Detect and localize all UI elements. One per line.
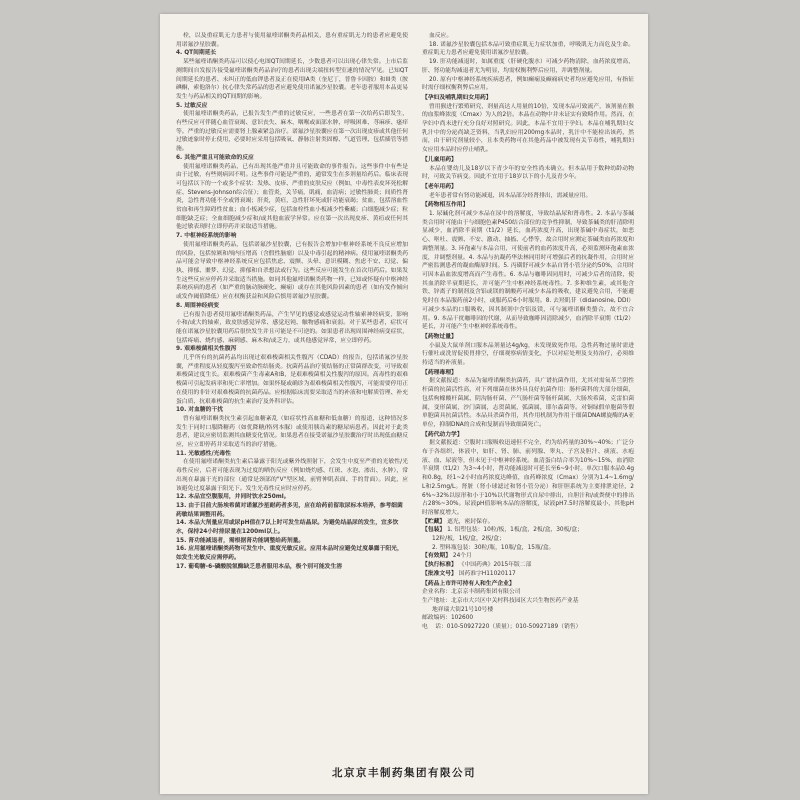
section-heading: 14. 本品大剂量应用或尿pH值在7以上时可发生结晶尿。为避免结晶尿的发生，宜多饮水，保持24小时排尿量在1200ml以上。 — [176, 520, 399, 536]
interaction-text: 1. 尿碱化剂可减少本品在尿中的溶解度，导致结晶尿和肾毒性。2. 本品与茶碱类合用时可能由于与细胞色素P450结合部位的竞争性抑制，导致茶碱类的肝清除明显减少，血消除半衰期（t1/2）延长，血药浓度升高，出现茶碱中毒症状，如恶心、呕吐、震颤、不安、激动、抽搐、心悸等，故合用时应测定茶碱类血药浓度和调整剂量。3. 环孢素与本品合用，可使前者的血药浓度升高，必须监测环孢素血浓度，并调整剂量。4. 本品与抗凝药华法林同用时可增强后者的抗凝作用，合用时应严密监测患者的凝血酶原时间。5. 丙磺舒可减少本品自肾小管分泌约50%，合用时可因本品血浓度增高而产生毒性。6. 本品与咖啡因同用时，可减少后者的清除，使其血消除半衰期延长，并可能产生中枢神经系统毒性。7. 多种维生素，或其他含铁、锌离子的制剂及含铝或镁的制酸药可减少本品的吸收，建议避免合用，不能避免时在本品服药前2小时，或服药后6小时服用。8. 去羟肌苷（didanosine, DDI）可减少本品的口服吸收，因其制剂中含铝及镁，可与氟喹诺酮类螯合，故不宜合用。9. 本品干扰咖啡因的代谢，从而导致咖啡因清除减少，血消除半衰期（t1/2）延长，并可能产生中枢神经系统毒性。 — [422, 211, 634, 331]
manufacturer-footer: 北京京丰制药集团有限公司 — [332, 767, 476, 779]
package-line-3: 2. 塑料瓶包装：30粒/瓶，10瓶/盒，15瓶/盒。 — [432, 544, 555, 551]
section-text: 几乎所有的抗菌药品均出现过艰难梭菌相关性腹泻（CDAD）的报告，包括诺氟沙星胶囊，严重程度从轻度腹泻至致命性结肠炎。抗菌药品治疗使结肠的正常菌群改变，可导致艰难梭菌过度生长。艰难梭菌产生毒素A和B，是艰难梭菌相关性腹泻的原因。高毒性的艰难梭菌可引起发病率和死亡率增加。如果怀疑或确诊为艰难梭菌相关性腹泻，可能需要停用正在使用的非针对艰难梭菌的抗菌药品。应根据临床需要采取适当的补液和电解质管理、补充蛋白质、抗艰难梭菌的抗生素治疗及外科评估。 — [176, 355, 408, 405]
section-heading: 8. 周围神经病变 — [176, 302, 220, 309]
overdose-text: 小鼠及大鼠单剂口服本品剂量达4g/kg，未发现致死作用。急性药物过量时需进行催吐或洗胃促使胃排空，仔细观察病情变化，予以对症处理及支持治疗，必须维持适当的补液量。 — [422, 342, 634, 367]
elderly-heading: 【 老年用药 】 — [422, 183, 634, 192]
section-heading: 9. 艰难梭菌相关性腹泻 — [176, 346, 237, 353]
pregnancy-text: 曾用猴进行繁殖研究，剂量高达人用量的10倍，发现本品可致流产，该剂量在猴的血浆峰浓度（Cmax）为人的2倍。本品在动物中并未证实有致畸作用。然而，在孕妇中尚未进行充分良好对照研究。因此，本品不宜用于孕妇。本品在哺乳期妇女乳汁中的分泌尚缺乏资料，当乳妇应用200mg本品时，乳汁中不能检出该药，然而，由于研究剂量较小，且本类药物可在其他药品中被发现有关节毒性，哺乳期妇女应用本品时应停止哺乳。 — [422, 103, 634, 154]
section-text: 使用氟喹诺酮类药品，已报告发生严重的过敏反应，一些患者在第一次给药后即发生，有些反应可伴随心血管衰竭、意识丧失、麻木、咽喉或面部水肿、呼吸困难、荨麻疹、瘙痒等。严重的过敏反应需要肾上腺素紧急治疗。诺氟沙星胶囊应在第一次出现皮疹或其他任何过敏迹象时停止使用，必要时应采用包括吸氧、静脉注射类固醇、气道管理、包括插管等措施。 — [176, 111, 408, 153]
section-text: 某些氟喹诺酮类药品可以使心电图QT间期延长，少数患者可以出现心律失常。上市后监测期间自发报告接受氟喹诺酮类药品治疗的患者出现尖端扭转型室速的情况罕见。已知QT间期延长的患者、未纠正的低血钾患者及正在使用IA类（奎尼丁，普鲁卡因胺）和III类（胺碘酮，索他洛尔）抗心律失常药品的患者应避免使用诺氟沙星胶囊。老年患者服用本品更易发生与药品相关的QT间期的影响。 — [176, 59, 408, 100]
storage-heading: 【 贮藏 】 — [422, 519, 445, 525]
right-column — [422, 32, 634, 752]
pharmacology-heading: 【 药理毒理 】 — [422, 369, 634, 378]
package-row — [422, 526, 634, 535]
precaution-items — [422, 41, 634, 93]
company-line: 企业名称：北京京丰制药集团有限公司 — [422, 589, 521, 596]
storage-row — [422, 518, 634, 527]
section-text: 使用氟喹诺酮类药品，已有出现其他严重并且可能致命的事件报告。这些事件中有些是由于过敏，有些则病因不明。这些事件可能是严重的，通常发生在多剂量给药后。临床表现可包括以下的一个或多个症状：发热、皮疹、严重的皮肤反应（例如，中毒性表皮坏死松解症、Stevens-Johnson综合征）；血管炎，关节痛，肌痛，血清病；过敏性肺炎；间质性肾炎，急性肾功能不全或肾衰竭；肝炎，黄疸，急性肝坏死或肝功能衰竭；贫血，包括溶血性贫血和再生障碍性贫血；血小板减少症，包括血栓性血小板减少性紫癜；白细胞减少症；粒细胞缺乏症；全血细胞减少症和/或其他血液学异常。应在第一次出现皮疹、黄疸或任何其他过敏表现时立即停药并采取适当措施。 — [176, 163, 408, 231]
elderly-text: 老年患者常有肾功能减退，因本品部分经肾排出，需减量应用。 — [428, 192, 592, 199]
section-text: 在使用氟喹诺酮类抗生素后暴露于阳光或紫外线照射下，会发生中度至严重的光敏性/光毒性反应，后者可能表现为过度的晒伤反应（例如烧灼感、红斑、水泡、渗出、水肿），常出现在暴露于光的部位（通常是颈部的"V"型区域、前臂伸肌表面、手的背面）。因此，应该避免过度暴露于阳光下。发生光毒性反应时应停药。 — [176, 459, 408, 492]
section-heading: 13. 由于目前大肠埃希菌对诺氟沙星耐药者多见，应在给药前留取尿标本培养，参考细菌药敏结果调整用药。 — [176, 502, 403, 518]
company-line: 生产地址：北京市大兴区中关村科技园区大兴生物医药产业基 — [422, 598, 579, 604]
approval-row — [422, 570, 634, 579]
standard-heading: 【 执行标准 】 — [422, 562, 457, 568]
package-insert-sheet — [160, 14, 648, 794]
company-line: 地祥瑞大街21号10号楼 — [432, 606, 494, 613]
validity-row — [422, 552, 634, 561]
precaution-item: 20. 原有中枢神经系统疾病患者，例如癫痫及癫痫病史者均应避免应用，有指征时需仔细权衡利弊后应用。 — [422, 76, 634, 92]
section-heading: 17. 葡萄糖-6-磷酸脱氢酶缺乏患者服用本品，极个别可能发生溶 — [176, 563, 343, 570]
precaution-item: 18. 诺氟沙星胶囊包括本品可致重症肌无力症状加重，呼吸肌无力而危及生命。重症肌无力患者应避免使用诺氟沙星胶囊。 — [422, 41, 634, 57]
section-heading: 11. 光敏感性/光毒性 — [176, 450, 231, 457]
section-heading: 7. 中枢神经系统的影响 — [176, 233, 237, 240]
section-text: 曾有氟喹诺酮类抗生素引起血糖紊乱（如症状性高血糖和低血糖）的报道，这种情况多发生于同时口服降糖药（如优降糖/格列本脲）或使用胰岛素的糖尿病患者。因此对于此类患者，建议应密切监测其血糖变化情况。如果患者在接受诺氟沙星胶囊治疗时出现低血糖反应，应立即停药并采取适当的治疗措施。 — [176, 415, 408, 449]
section-heading: 15. 肾功能减退者，需根据肾功能调整给药剂量。 — [176, 537, 305, 544]
approval-heading: 【 批准文号 】 — [422, 571, 457, 577]
left-sections — [176, 49, 408, 571]
pharmacokinetics-heading: 【 药代动力学 】 — [422, 431, 634, 440]
mah-heading: 【 药品上市许可持有人和生产企业 】 — [422, 580, 634, 589]
company-line: 邮政编码：102600 — [422, 615, 474, 622]
section-heading: 12. 本品宜空腹服用，并同时饮水250ml。 — [176, 494, 290, 501]
precaution-item: 19. 肝功能减退时，如属重度（肝硬化腹水）可减少药物清除，血药浓度增高，肝、肾功能均减退者尤为明显，均需权衡利弊后应用，并调整剂量。 — [422, 59, 634, 74]
approval-text: 国药准字H11020117 — [458, 570, 516, 577]
right-intro: 血反应。 — [428, 33, 453, 39]
validity-text: 24个月 — [452, 553, 472, 560]
section-heading: 4. QT间期延长 — [176, 50, 217, 57]
section-heading: 10. 对血糖的干扰 — [176, 407, 224, 414]
storage-text: 遮光，密封保存。 — [447, 518, 494, 525]
children-heading: 【 儿童用药 】 — [422, 156, 634, 165]
section-heading: 16. 应用氟喹诺酮类药物可发生中、重度光敏反应。应用本品时应避免过度暴露于阳光，如发生光敏反应需停药。 — [176, 546, 403, 562]
section-text: 已有报告患者使用氟喹诺酮类药品，产生罕见的感觉或感觉运动性轴索神经病变，影响小和/或大的轴索，致皮肤感觉异常、感觉迟钝、触物感痛和衰弱。对于某些患者，症状可能在诺氟沙星胶囊用药后很快发生并且可能是不可逆的。如果患者出现周围神经病变症状，包括疼痛、烧灼感、麻刺感、麻木和/或乏力，或其他感觉异常，应立即停药。 — [176, 311, 408, 344]
overdose-heading: 【 药物过量 】 — [422, 333, 634, 342]
company-line: 电 话：010-50927220（质量）；010-50927189（销售） — [422, 624, 582, 631]
children-text: 本品在婴幼儿及18岁以下青少年的安全性尚未确立。但本品用于数种幼龄动物时，可致关节病变。因此不宜用于18岁以下的小儿及青少年。 — [422, 165, 634, 181]
pharmacology-text: 据文献报道：本品为氟喹诺酮类抗菌药，具广谱抗菌作用，尤其对需氧革兰阴性杆菌的抗菌活性高，对下列细菌在体外具良好抗菌作用：肠杆菌科的大部分细菌，包括枸橼酸杆菌属、阴沟肠杆菌、产气肠杆菌等肠杆菌属，大肠埃希菌，克雷伯菌属，变形菌属，沙门菌属，志贺菌属，弧菌属，耶尔森菌等。对铜绿假单胞菌等假单胞菌具抗菌活性。本品具杀菌作用，其作用机制为作用于细菌DNA螺旋酶的A亚单位，抑制DNA的合成和复制而导致细菌死亡。 — [422, 378, 634, 428]
section-text: 使用氟喹诺酮类药品，包括诺氟沙星胶囊，已有报告会增加中枢神经系统不良反应增加的风险，包括惊厥和颅内压增高（含假性脑瘤）以及中毒引起的精神病。使用氟喹诺酮类药品可能会导致中枢神经系统反应包括焦虑、震颤、头晕、意识模糊、焦虑不安、幻觉、偏执、抑郁、噩梦、幻觉、抑郁和自杀想法或行为。这些反应可能发生在首次用药后。如果发生这些反应应停药并采取适当措施。如同其他氟喹诺酮类药物一样，已知或怀疑有中枢神经系统疾病的患者（如严重的脑动脉硬化、癫痫）或存在其他风险因素的患者（如有发作倾向或发作阈值降低）应在权衡获益和风险后慎用诺氟沙星胶囊。 — [176, 241, 408, 301]
section-heading: 5. 过敏反应 — [176, 102, 208, 109]
pregnancy-heading: 【 孕妇及哺乳期妇女用药 】 — [422, 94, 634, 103]
package-line-1: 1. 铝塑包装：10粒/板，1板/盒，2板/盒，30板/盒； — [447, 527, 583, 534]
left-intro: 栓，以及重症肌无力患者与使用氟喹诺酮类药品相关，患有重症肌无力的患者应避免使用诺氟沙星胶囊。 — [176, 33, 408, 48]
left-column — [176, 32, 408, 762]
package-heading: 【 包装 】 — [422, 527, 445, 533]
standard-row — [422, 561, 634, 570]
section-heading: 6. 其他严重且可能致命的反应 — [176, 154, 254, 161]
package-line-2: 12粒/板，1板/盒，2板/盒； — [432, 536, 505, 543]
pharmacokinetics-text: 据文献报道：空腹时口服吸收迅速但不完全，约为给药量的30%~40%；广泛分布于各组织、体液中，如肝、肾、肺、前列腺、睾丸、子宫及胆汁、痰液、水疱液、血、尿液等，但未见于中枢神经系统。血清蛋白结合率为10%~15%，血消除半衰期（t1/2）为3~4小时，肾功能减退时可延长至6~9小时。单次口服本品0.4g和0.8g，经1~2小时血药浓度达峰值，血药峰浓度（Cmax）分别为1.4~1.6mg/L和2.5mg/L。肾脏（肾小球滤过和肾小管分泌）和肝胆系统为主要排泄途径，26%~32%以原形和小于10%以代谢物形式自尿中排出，自胆汁和/或粪便中的排出占28%~30%。尿液pH值影响本品的溶解度，尿液pH7.5时溶解度最小，其他pH时溶解度增大。 — [422, 440, 634, 516]
validity-heading: 【 有效期 】 — [422, 553, 451, 559]
standard-text: 《中国药典》2015年版二部 — [458, 562, 532, 569]
interaction-heading: 【 药物相互作用 】 — [422, 201, 634, 210]
